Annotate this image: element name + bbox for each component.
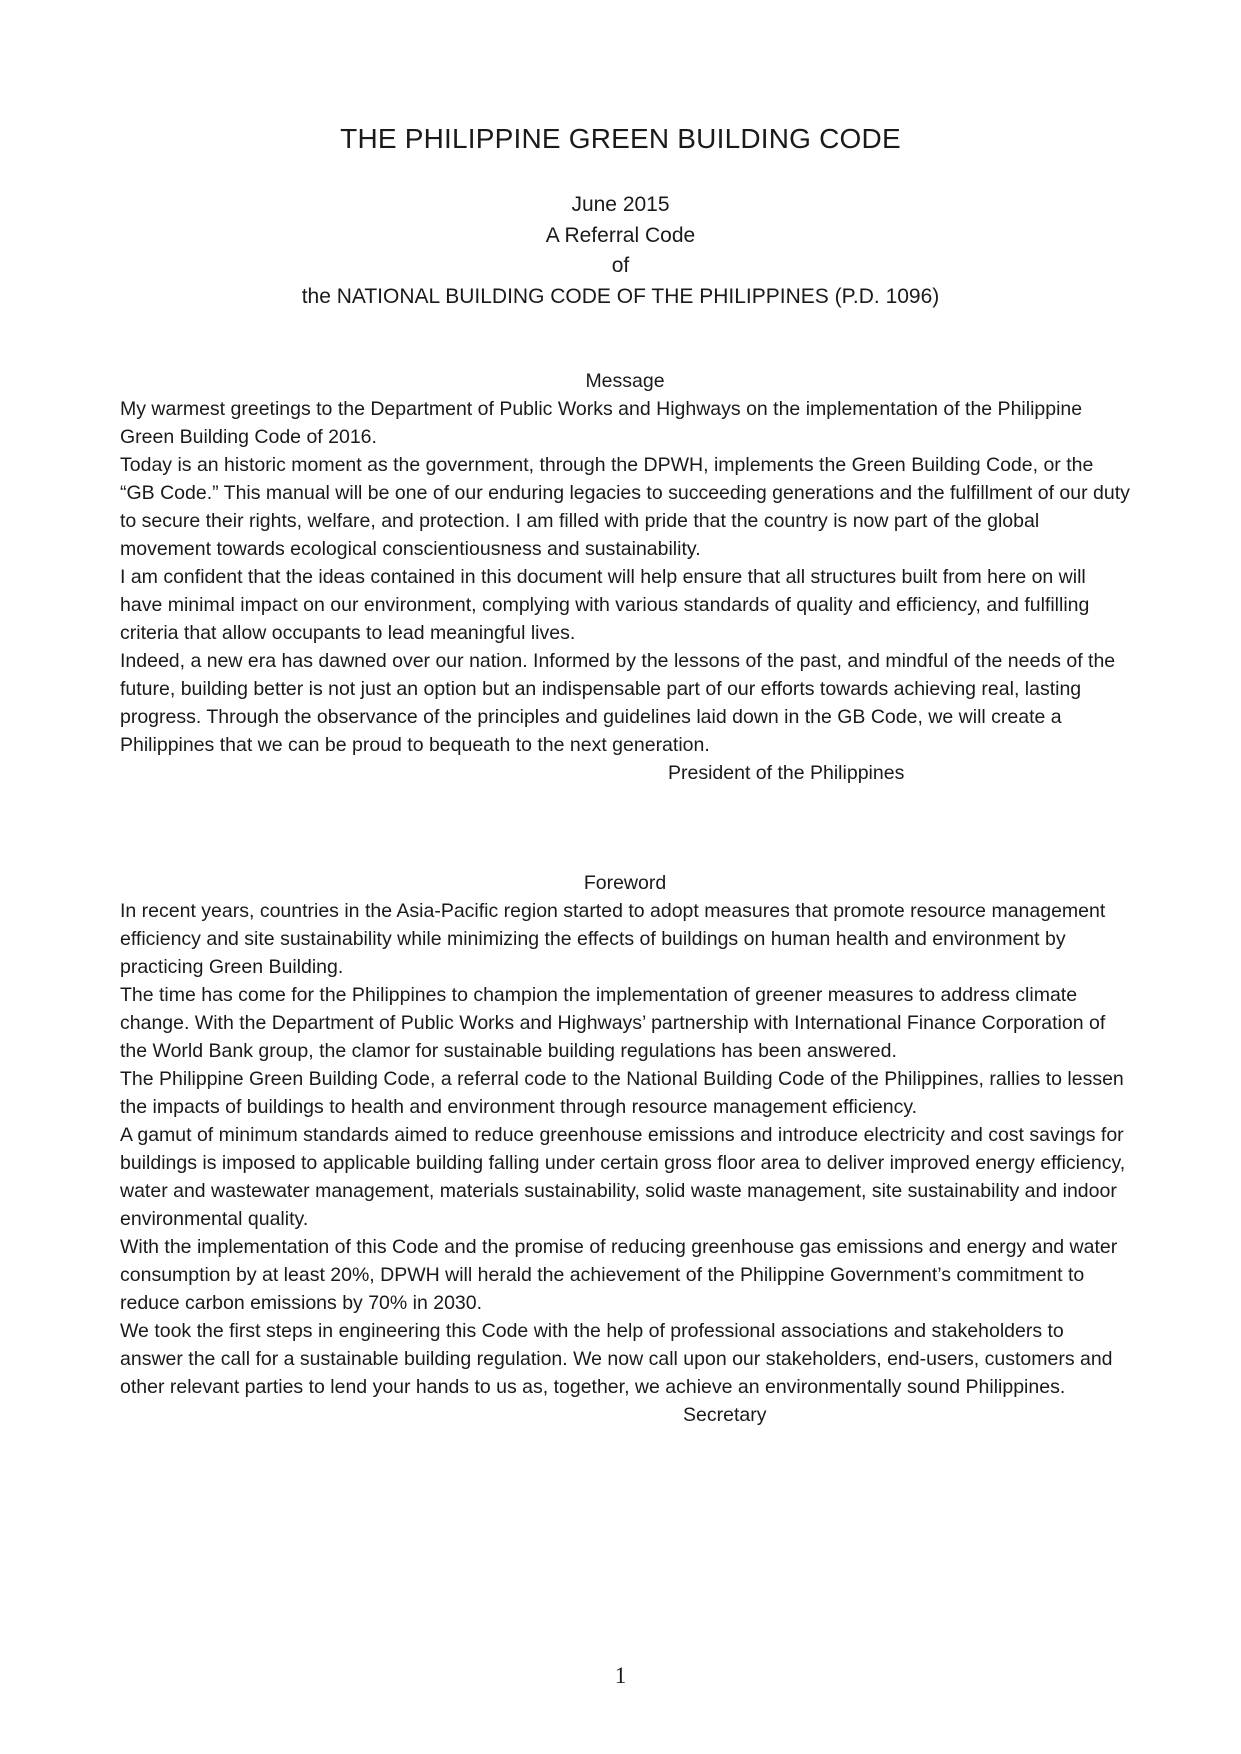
message-paragraph: Today is an historic moment as the government, through the DPWH, implements the Green Building Code, or the “GB Code.” This manual will be one of our enduring legacies to succeeding generations and the fulfillment of our duty to secure their rights, welfare, and protection. I am filled with pride that the country is now part of the global movement towards ecological conscientiousness and sustainability. [120,454,1130,560]
document-title: THE PHILIPPINE GREEN BUILDING CODE [340,123,901,154]
message-paragraph: My warmest greetings to the Department of Public Works and Highways on the implementation of the Philippine Green Building Code of 2016. [120,398,1083,448]
message-paragraph: I am confident that the ideas contained in this document will help ensure that all structures built from here on will have minimal impact on our environment, complying with various standards of quality and efficiency, and fulfilling criteria that allow occupants to lead meaningful lives. [120,566,1090,644]
foreword-paragraph: We took the first steps in engineering this Code with the help of professional associations and stakeholders to answer the call for a sustainable building regulation. We now call upon our stakeholders, end-users, customers and other relevant parties to lend your hands to us as, together, we achieve an environmentally sound Philippines. [120,1320,1113,1398]
foreword-paragraph: With the implementation of this Code and the promise of reducing greenhouse gas emissions and energy and water consumption by at least 20%, DPWH will herald the achievement of the Philippine Government’s commitment to reduce carbon emissions by 70% in 2030. [120,1236,1118,1314]
foreword-paragraph: The Philippine Green Building Code, a referral code to the National Building Code of the Philippines, rallies to lessen the impacts of buildings to health and environment through resource management efficiency. [120,1068,1124,1118]
foreword-paragraph: A gamut of minimum standards aimed to reduce greenhouse emissions and introduce electricity and cost savings for buildings is imposed to applicable building falling under certain gross floor area to deliver improved energy efficiency, water and wastewater management, materials sustainability, solid waste management, site sustainability and indoor environmental quality. [120,1124,1126,1230]
message-heading: Message [585,370,665,392]
foreword-signatory: Secretary [683,1404,767,1426]
message-signatory: President of the Philippines [668,762,905,784]
foreword-paragraph: In recent years, countries in the Asia-Pacific region started to adopt measures that promote resource management efficiency and site sustainability while minimizing the effects of buildings on human health and environment by practicing Green Building. [120,900,1106,978]
foreword-heading: Foreword [583,872,667,894]
subheading-date: June 2015 [571,193,670,216]
foreword-paragraph: The time has come for the Philippines to champion the implementation of greener measures to address climate change. With the Department of Public Works and Highways’ partnership with International Finance Corporation of the World Bank group, the clamor for sustainable building regulations has been answered. [120,984,1106,1062]
subheading-of: of [611,254,630,277]
document-subheading [0,190,1241,312]
message-section [120,367,1130,787]
subheading-referral: A Referral Code [545,223,696,247]
subheading-code-name: the NATIONAL BUILDING CODE OF THE PHILIPPINES (P.D. 1096) [301,284,940,308]
foreword-section [120,869,1130,1429]
message-paragraph: Indeed, a new era has dawned over our nation. Informed by the lessons of the past, and mindful of the needs of the future, building better is not just an option but an indispensable part of our efforts towards achieving real, lasting progress. Through the observance of the principles and guidelines laid down in the GB Code, we will create a Philippines that we can be proud to bequeath to the next generation. [120,650,1116,756]
page-number: 1 [614,1663,627,1688]
